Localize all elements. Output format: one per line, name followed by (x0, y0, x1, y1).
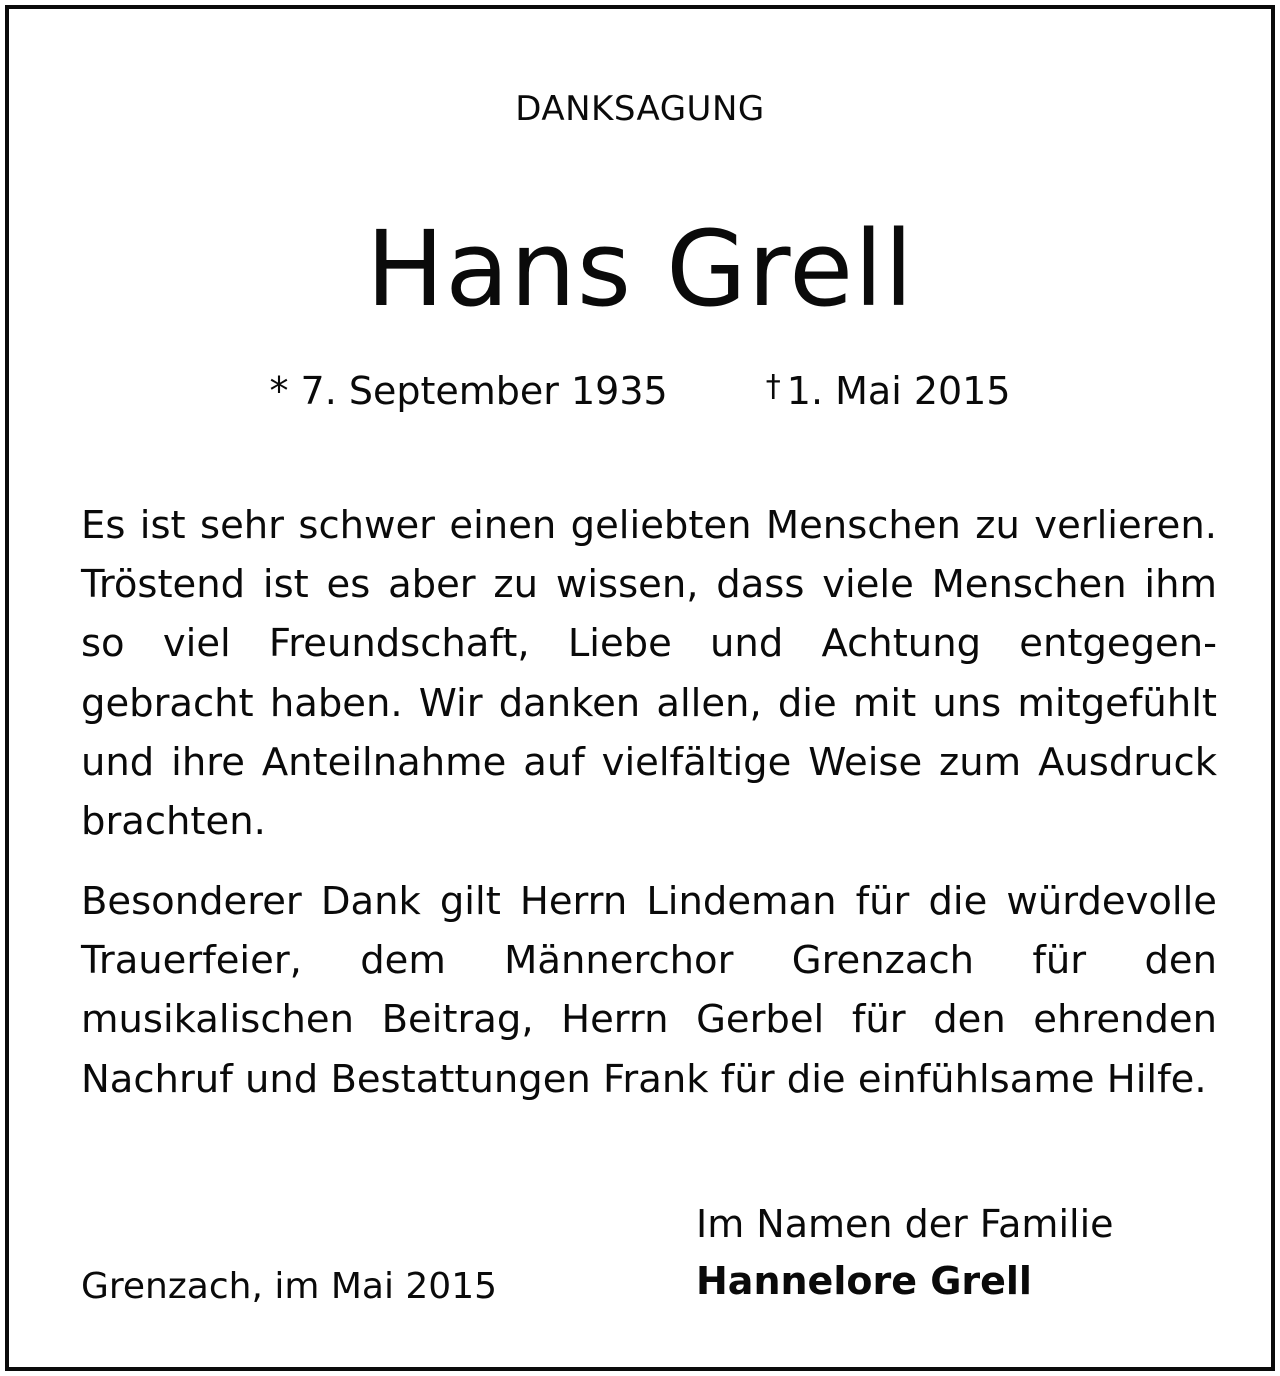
place-and-date: Grenzach, im Mai 2015 (81, 1266, 498, 1307)
family-signoff (696, 1196, 1114, 1310)
death-date: 1. Mai 2015 (786, 369, 1011, 413)
thanks-paragraph-1: Es ist sehr schwer einen geliebten Menschen zu verlieren. Tröstend ist es aber zu wissen, dass viele Menschen ihm so viel Freundschaft, Liebe und Achtung entgegen-gebracht haben. Wir danken allen, die mit uns mitgefühlt und ihre Anteilnahme auf vielfältige Weise zum Ausdruck brachten. (81, 503, 1217, 845)
life-dates (9, 369, 1271, 413)
signoff-line: Im Namen der Familie (696, 1202, 1114, 1246)
cross-icon: † (765, 369, 781, 404)
thanks-paragraph-2: Besonderer Dank gilt Herrn Lindeman für die würdevolle Trauerfeier, dem Männerchor Grenzach für den musikalischen Beitrag, Herrn Gerbel für den ehrenden Nachruf und Bestattungen Frank für die einfühlsame Hilfe. (81, 879, 1217, 1102)
obituary-notice-frame (5, 5, 1275, 1371)
birth-date: * 7. September 1935 (269, 369, 668, 413)
signer-name: Hannelore Grell (696, 1259, 1032, 1303)
notice-heading: DANKSAGUNG (515, 89, 765, 129)
deceased-name: Hans Grell (366, 208, 914, 330)
